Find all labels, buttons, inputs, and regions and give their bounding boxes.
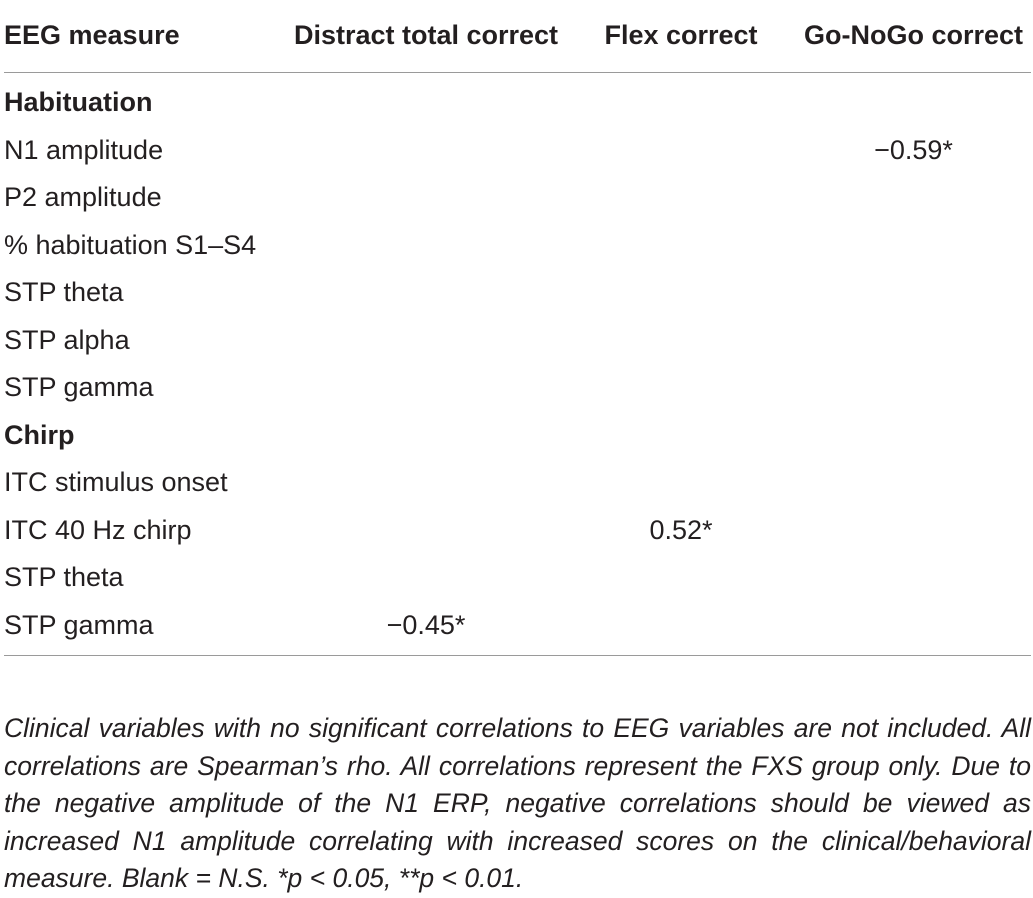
row-label: ITC 40 Hz chirp [4, 514, 192, 545]
cell-value [796, 412, 1031, 460]
row-label: % habituation S1–S4 [4, 229, 257, 260]
cell-value [566, 73, 796, 127]
cell-value [286, 127, 566, 175]
table-row [4, 602, 1031, 656]
cell-value [286, 554, 566, 602]
table-row [4, 459, 1031, 507]
cell-value [796, 602, 1031, 656]
cell-value [566, 412, 796, 460]
row-label: STP gamma [4, 602, 286, 656]
row-label: P2 amplitude [4, 182, 162, 212]
correlation-table [4, 0, 1031, 656]
cell-value: −0.59* [874, 134, 953, 165]
cell-value [796, 317, 1031, 365]
section-heading: Habituation [4, 87, 153, 117]
table-row [4, 269, 1031, 317]
cell-value: −0.45* [286, 602, 566, 656]
cell-value [286, 73, 566, 127]
table-row [4, 507, 1031, 555]
cell-value [286, 317, 566, 365]
header-flex-correct: Flex correct [566, 0, 796, 73]
cell-value [566, 459, 796, 507]
table-body [4, 73, 1031, 656]
section-heading: Chirp [4, 419, 75, 450]
cell-value [796, 507, 1031, 555]
cell-value [796, 459, 1031, 507]
cell-value [286, 364, 566, 412]
table-header [4, 0, 1031, 73]
header-row [4, 0, 1031, 73]
table-row [4, 317, 1031, 365]
cell-value [286, 222, 566, 270]
section-row [4, 412, 1031, 460]
cell-value [566, 364, 796, 412]
cell-value [796, 269, 1031, 317]
header-eeg-measure: EEG measure [4, 0, 286, 73]
cell-value [286, 174, 566, 222]
cell-value [796, 554, 1031, 602]
header-go-nogo-correct: Go-NoGo correct [796, 0, 1031, 73]
table-row [4, 364, 1031, 412]
header-distract-total-correct: Distract total correct [286, 0, 566, 73]
row-label: STP theta [4, 562, 124, 592]
cell-value [796, 364, 1031, 412]
cell-value: 0.52* [649, 514, 713, 545]
cell-value [566, 127, 796, 175]
table-row [4, 174, 1031, 222]
row-label: N1 amplitude [4, 134, 164, 165]
cell-value [566, 174, 796, 222]
cell-value [796, 174, 1031, 222]
cell-value [796, 73, 1031, 127]
row-label: STP alpha [4, 324, 130, 355]
cell-value [286, 459, 566, 507]
row-label: STP gamma [4, 372, 154, 402]
cell-value [286, 507, 566, 555]
cell-value [566, 602, 796, 656]
row-label: ITC stimulus onset [4, 467, 228, 497]
row-label: STP theta [4, 277, 124, 307]
table-row [4, 554, 1031, 602]
cell-value [566, 317, 796, 365]
table-row [4, 222, 1031, 270]
section-row [4, 73, 1031, 127]
cell-value [566, 222, 796, 270]
table-row [4, 127, 1031, 175]
cell-value [796, 222, 1031, 270]
cell-value [286, 412, 566, 460]
cell-value [286, 269, 566, 317]
table-footnote: Clinical variables with no significant correlations to EEG variables are not included. All correlations are Spearman’s rho. All correlations represent the FXS group only. Due to the negative amplitude of the N1 ERP, negative correlations should be viewed as increased N1 amplitude correlating with increased scores on the clinical/behavioral measure. Blank = N.S. *p < 0.05, **p < 0.01. [4, 713, 1031, 893]
cell-value [566, 269, 796, 317]
cell-value [566, 554, 796, 602]
